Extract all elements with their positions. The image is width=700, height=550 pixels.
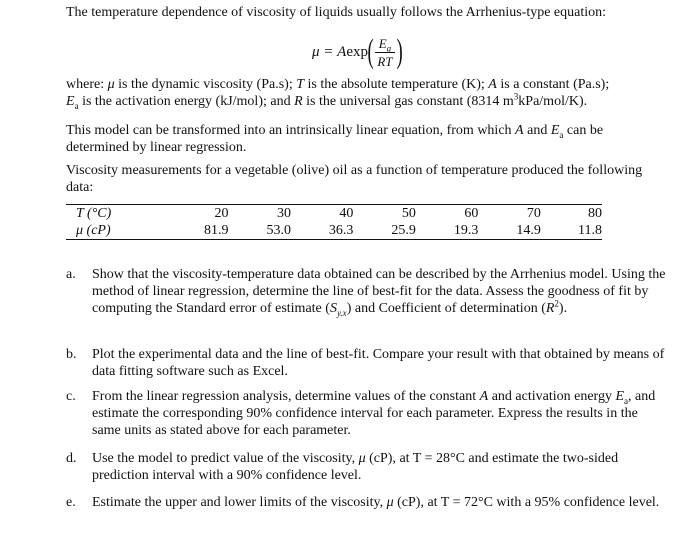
question-c (66, 388, 666, 439)
intro-sentence: The temperature dependence of viscosity of liquids usually follows the Arrhenius-type equation: (66, 5, 607, 20)
table-cell: 25.9 (353, 222, 415, 240)
right-paren: ) (396, 33, 403, 70)
table-cell: 36.3 (291, 222, 353, 240)
table-row-temperature (66, 205, 602, 223)
question-text: Use the model to predict value of the viscosity, μ (cP), at T = 28°C and estimate the two-sided prediction interval with a 90% confidence level. (92, 451, 619, 483)
table-cell: 50 (353, 205, 415, 223)
table-cell: 53.0 (228, 222, 290, 240)
viscosity-data-table (66, 204, 602, 240)
question-text: From the linear regression analysis, determine values of the constant A and activation energy $E_a$, and estimate the corresponding 90% confidence interval for each parameter. Express the results in the same units as stated above for each parameter. (92, 389, 656, 438)
question-letter: a. (66, 267, 76, 282)
fraction-numerator: $E_a$ (375, 36, 395, 53)
question-text: Show that the viscosity-temperature data obtained can be described by the Arrhenius model. Using the method of linear regression, determine the line of best-fit for the data. Assess the goodness of fit by computing the Standard error of estimate $(S_{y.x})$ and Coefficient of determination $(R^2)$. (92, 267, 666, 318)
definitions-line-1: where: μ is the dynamic viscosity (Pa.s); T is the absolute temperature (K); A is a constant (Pa.s); (66, 77, 610, 92)
left-paren: ( (367, 33, 374, 70)
row-label-viscosity: μ (cP) (66, 222, 166, 240)
table-row-viscosity (66, 222, 602, 240)
table-cell: 20 (166, 205, 228, 223)
question-letter: c. (66, 389, 76, 404)
fraction-denominator: RT (377, 53, 393, 69)
arrhenius-equation (312, 34, 402, 70)
table-cell: 60 (416, 205, 478, 223)
table-cell: 80 (541, 205, 602, 223)
table-cell: 40 (291, 205, 353, 223)
table-cell: 70 (478, 205, 540, 223)
transform-paragraph: This model can be transformed into an intrinsically linear equation, from which A and $E_a$ can be determined by linear regression. (66, 123, 604, 155)
equation-fraction (373, 36, 396, 69)
table-cell: 81.9 (166, 222, 228, 240)
variable-definitions (66, 76, 666, 110)
question-letter: e. (66, 495, 76, 510)
question-e (66, 494, 666, 511)
measurements-paragraph: Viscosity measurements for a vegetable (olive) oil as a function of temperature produced the following data: (66, 163, 643, 195)
question-b (66, 346, 666, 380)
equation-exp: exp (346, 43, 368, 60)
row-label-temperature: T (°C) (66, 205, 166, 223)
question-letter: d. (66, 451, 77, 466)
table-cell: 19.3 (416, 222, 478, 240)
table-cell: 30 (228, 205, 290, 223)
equation-lhs: μ = A (312, 43, 347, 60)
table-cell: 14.9 (478, 222, 540, 240)
table-cell: 11.8 (541, 222, 602, 240)
question-text: Plot the experimental data and the line of best-fit. Compare your result with that obtained by means of data fitting software such as Excel. (92, 347, 665, 379)
question-letter: b. (66, 347, 77, 362)
question-text: Estimate the upper and lower limits of the viscosity, μ (cP), at T = 72°C with a 95% confidence level. (92, 495, 660, 510)
definitions-line-2: $E_a$ is the activation energy (kJ/mol); and R is the universal gas constant (8314 $m^3kPa/mol/K$). (66, 91, 588, 111)
question-a (66, 266, 666, 317)
question-d (66, 450, 666, 484)
